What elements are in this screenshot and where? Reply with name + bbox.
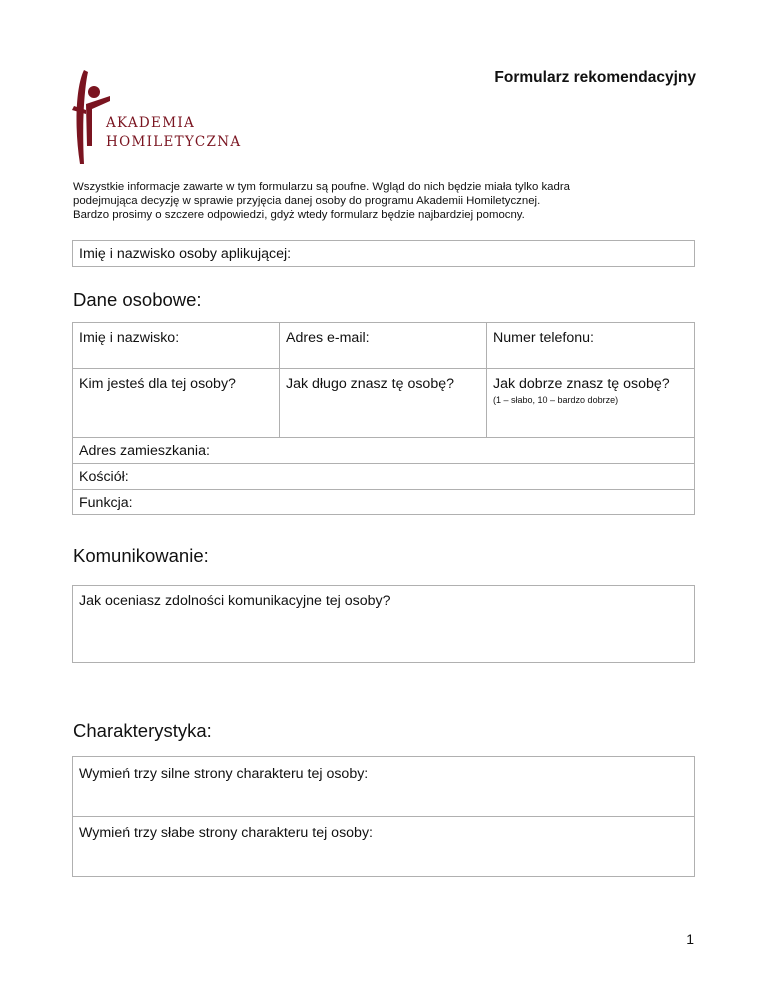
phone-field[interactable] [487,323,694,368]
intro-text [73,180,673,222]
how-well-label: Jak dobrze znasz tę osobę? [493,376,670,392]
intro-line: Wszystkie informacje zawarte w tym formularzu są poufne. Wgląd do nich będzie miała tylko kadra [73,181,570,193]
preacher-figure-icon [70,66,110,168]
weaknesses-field[interactable] [73,817,694,876]
how-long-field[interactable] [280,369,486,437]
relation-label: Kim jesteś dla tej osoby? [79,376,236,392]
applicant-name-label: Imię i nazwisko osoby aplikującej: [79,246,292,262]
personal-data-table [72,322,695,515]
section-heading-communication: Komunikowanie: [73,545,209,566]
address-field[interactable] [73,438,694,463]
how-long-label: Jak długo znasz tę osobę? [286,376,454,392]
name-field[interactable] [73,323,279,368]
section-heading-character: Charakterystyka: [73,720,212,741]
applicant-name-field[interactable] [72,240,695,267]
section-heading-personal: Dane osobowe: [73,289,202,310]
character-table [72,756,695,877]
page-number: 1 [686,931,694,947]
email-field[interactable] [280,323,486,368]
name-label: Imię i nazwisko: [79,330,180,346]
intro-line: Bardzo prosimy o szczere odpowiedzi, gdyż wtedy formularz będzie najbardziej pomocny. [73,209,525,221]
logo-line-1: AKADEMIA [106,115,196,131]
how-well-field[interactable] [487,369,694,437]
church-field[interactable] [73,464,694,489]
address-label: Adres zamieszkania: [79,443,210,459]
communication-question: Jak oceniasz zdolności komunikacyjne tej osoby? [79,593,391,609]
role-label: Funkcja: [79,495,133,511]
email-label: Adres e-mail: [286,330,370,346]
role-field[interactable] [73,490,694,514]
strengths-field[interactable] [73,757,694,816]
academy-logo [70,66,240,168]
intro-line: podejmująca decyzję w sprawie przyjęcia danej osoby do programu Akademii Homiletycznej. [73,195,541,207]
weaknesses-label: Wymień trzy słabe strony charakteru tej osoby: [79,825,373,841]
logo-line-2: HOMILETYCZNA [106,134,242,150]
communication-field[interactable] [72,585,695,663]
strengths-label: Wymień trzy silne strony charakteru tej osoby: [79,766,369,782]
relation-field[interactable] [73,369,279,437]
form-title: Formularz rekomendacyjny [494,69,696,86]
phone-label: Numer telefonu: [493,330,594,346]
how-well-scale-note: (1 – słabo, 10 – bardzo dobrze) [493,395,619,405]
church-label: Kościół: [79,469,129,485]
